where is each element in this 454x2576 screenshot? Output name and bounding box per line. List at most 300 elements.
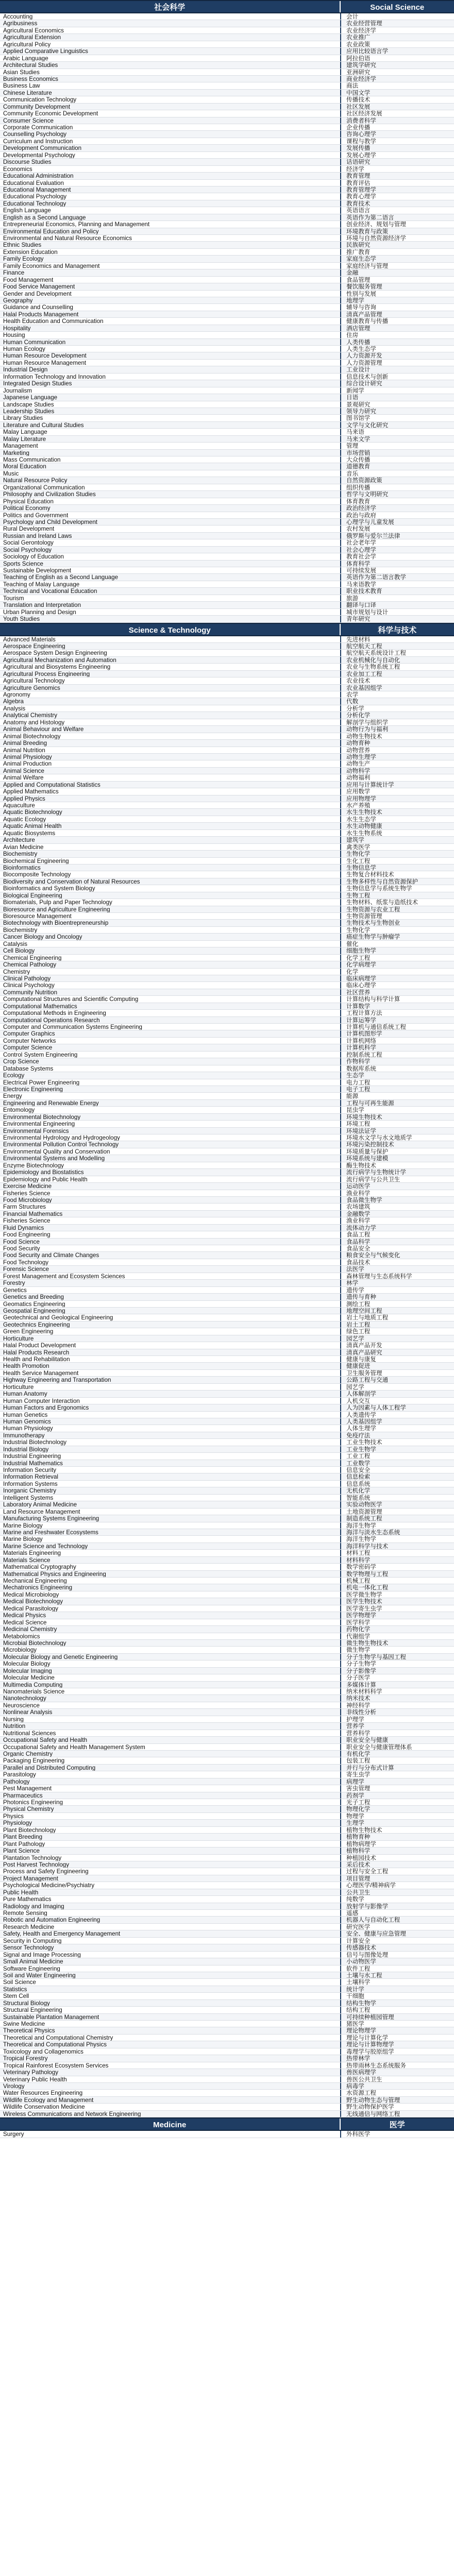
subject-name-en: Sports Science — [3, 560, 43, 567]
subject-name-en: Molecular Imaging — [3, 1667, 52, 1674]
subject-name-en: Computational Operations Research — [3, 1016, 100, 1023]
subject-name-en: Leadership Studies — [3, 408, 55, 415]
subject-name-zh: 工业工程 — [340, 1453, 454, 1459]
table-row — [0, 242, 454, 248]
subject-name-zh: 护理学 — [340, 1716, 454, 1722]
table-row — [0, 1889, 454, 1896]
subject-name-en: Research Medicine — [3, 1923, 55, 1930]
subject-name-zh: 兽医公共卫生 — [340, 2076, 454, 2082]
subject-name-en: Hospitality — [3, 325, 31, 332]
section-header-left: 社会科学 — [154, 3, 186, 12]
subject-name-en: Structural Biology — [3, 1999, 50, 2007]
table-row — [0, 671, 454, 677]
subject-name-zh: 工业生物学 — [340, 1446, 454, 1452]
subject-name-zh: 流行病学与生物统计学 — [340, 1169, 454, 1175]
table-row — [0, 436, 454, 443]
subject-name-zh: 职业安全与健康 — [340, 1737, 454, 1743]
subject-name-zh: 统计学 — [340, 1986, 454, 1992]
table-row — [0, 332, 454, 338]
table-row — [0, 1377, 454, 1383]
subject-name-zh: 计算机科学 — [340, 1044, 454, 1050]
subject-name-en: Applied Comparative Linguistics — [3, 48, 88, 55]
subject-name-zh: 微生物学 — [340, 1647, 454, 1653]
subject-name-en: Health and Rehabilitation — [3, 1356, 70, 1363]
subject-name-zh: 政治经济学 — [340, 505, 454, 511]
subject-name-en: Chemical Engineering — [3, 954, 62, 961]
table-row — [0, 34, 454, 41]
table-row — [0, 1605, 454, 1612]
table-row — [0, 996, 454, 1003]
table-row — [0, 865, 454, 871]
table-row — [0, 2104, 454, 2110]
section-0 — [0, 0, 454, 623]
subject-name-en: Malay Language — [3, 429, 47, 435]
subject-name-zh: 代谢组学 — [340, 1633, 454, 1639]
subject-name-en: Nonlinear Analysis — [3, 1709, 53, 1716]
subject-name-zh: 并行与分布式计算 — [340, 1765, 454, 1771]
section-header-left: Science & Technology — [128, 625, 211, 635]
table-row — [0, 1903, 454, 1910]
subject-name-en: Project Management — [3, 1875, 58, 1882]
subject-name-en: Food Engineering — [3, 1231, 51, 1238]
subject-name-en: Occupational Safety and Health — [3, 1737, 88, 1743]
table-row — [0, 96, 454, 103]
subject-name-zh: 农业基因组学 — [340, 685, 454, 691]
subject-name-zh: 组织传播 — [340, 484, 454, 490]
subject-name-zh: 旅游 — [340, 595, 454, 601]
subject-name-en: Halal Product Development — [3, 1342, 76, 1349]
subject-name-zh: 土壤科学 — [340, 1979, 454, 1985]
table-row — [0, 858, 454, 865]
table-row — [0, 581, 454, 588]
subject-name-zh: 野生动物生态与管理 — [340, 2097, 454, 2103]
subject-name-zh: 分子医学 — [340, 1674, 454, 1681]
subject-name-zh: 营养学 — [340, 1723, 454, 1729]
subject-name-en: Control System Engineering — [3, 1051, 78, 1058]
subject-name-en: Aquaculture — [3, 802, 35, 809]
subject-name-zh: 水生生态学 — [340, 816, 454, 822]
table-row — [0, 1834, 454, 1840]
subject-name-zh: 教育心理学 — [340, 193, 454, 199]
subject-name-zh: 土壤与水工程 — [340, 1972, 454, 1978]
table-row — [0, 1986, 454, 1993]
subject-name-en: Agriculture Genomics — [3, 684, 60, 691]
subject-name-en: Family Economics and Management — [3, 262, 100, 269]
subject-name-zh: 海洋生物学 — [340, 1536, 454, 1542]
subject-name-zh: 清真产品开发 — [340, 1342, 454, 1348]
table-row — [0, 491, 454, 498]
subject-name-zh: 生物资源与农业工程 — [340, 906, 454, 912]
subject-name-zh: 动物生产 — [340, 760, 454, 767]
subject-name-en: Fisheries Science — [3, 1190, 51, 1196]
subject-name-en: Environmental and Natural Resource Economics — [3, 235, 132, 242]
table-row — [0, 1065, 454, 1072]
table-row — [0, 1799, 454, 1806]
subject-name-zh: 动物育种 — [340, 740, 454, 746]
subject-name-zh: 教育管理学 — [340, 187, 454, 193]
subject-name-zh: 英语语言 — [340, 207, 454, 213]
subject-name-zh: 动物科学 — [340, 768, 454, 774]
table-row — [0, 1944, 454, 1951]
table-row — [0, 1896, 454, 1903]
subject-name-en: Human Genetics — [3, 1411, 48, 1418]
subject-name-en: Discourse Studies — [3, 159, 52, 165]
subject-name-zh: 制造系统工程 — [340, 1515, 454, 1521]
table-row — [0, 387, 454, 394]
subject-name-en: Industrial Mathematics — [3, 1460, 63, 1466]
subject-name-zh: 人类生态学 — [340, 346, 454, 352]
table-row — [0, 2021, 454, 2027]
subject-name-zh: 青年研究 — [340, 616, 454, 622]
subject-name-en: Biological Engineering — [3, 892, 62, 899]
subject-name-en: Human Communication — [3, 338, 66, 345]
subject-name-en: Sustainable Plantation Management — [3, 2013, 99, 2020]
subject-name-zh: 社区发展 — [340, 104, 454, 110]
subject-name-zh: 生物化学 — [340, 927, 454, 933]
subject-name-zh: 环境系统与建模 — [340, 1155, 454, 1161]
subject-name-en: Landscape Studies — [3, 401, 54, 408]
table-row — [0, 145, 454, 151]
section-rows — [0, 636, 454, 2118]
subject-name-en: Environmental Biotechnology — [3, 1113, 81, 1121]
table-row — [0, 1571, 454, 1578]
subject-name-zh: 人为因素与人体工程学 — [340, 1404, 454, 1411]
subject-name-zh: 有机化学 — [340, 1751, 454, 1757]
table-row — [0, 788, 454, 795]
table-row — [0, 1730, 454, 1737]
subject-name-en: Computer Graphics — [3, 1030, 55, 1037]
subject-name-zh: 纳米材料科学 — [340, 1688, 454, 1694]
table-row — [0, 1086, 454, 1093]
subject-name-zh: 农业经营管理 — [340, 20, 454, 26]
table-row — [0, 1536, 454, 1543]
subject-name-zh: 干细胞 — [340, 1993, 454, 1999]
subject-name-en: Remote Sensing — [3, 1910, 47, 1917]
table-row — [0, 1239, 454, 1245]
subject-name-zh: 职业技术教育 — [340, 588, 454, 594]
subject-name-zh: 采后技术 — [340, 1861, 454, 1868]
table-row — [0, 304, 454, 311]
table-row — [0, 48, 454, 55]
subject-name-en: Family Ecology — [3, 256, 44, 262]
subject-name-en: Mass Communication — [3, 456, 61, 463]
table-row — [0, 927, 454, 934]
subject-name-zh: 海洋与淡水生态系统 — [340, 1529, 454, 1535]
subject-name-en: Materials Engineering — [3, 1550, 61, 1556]
table-row — [0, 1328, 454, 1335]
table-row — [0, 526, 454, 532]
table-row — [0, 138, 454, 145]
subject-name-zh: 人类遗传学 — [340, 1412, 454, 1418]
subject-name-en: Security in Computing — [3, 1937, 62, 1944]
subject-name-en: Information Retrieval — [3, 1473, 58, 1480]
subject-name-zh: 水生生物技术 — [340, 809, 454, 815]
subject-name-zh: 教育管理 — [340, 173, 454, 179]
table-row — [0, 913, 454, 920]
table-row — [0, 498, 454, 505]
table-row — [0, 685, 454, 691]
subject-name-en: Cell Biology — [3, 947, 35, 954]
subject-name-en: Neuroscience — [3, 1702, 40, 1709]
subject-name-en: Ethnic Studies — [3, 242, 42, 248]
subject-name-zh: 农学 — [340, 691, 454, 698]
table-row — [0, 2027, 454, 2034]
table-row — [0, 1280, 454, 1286]
subject-name-zh: 岩土工程 — [340, 1321, 454, 1328]
subject-name-en: Agricultural Mechanization and Automation — [3, 656, 116, 664]
subject-name-en: Wildlife Ecology and Management — [3, 2096, 94, 2104]
subject-name-en: Animal Behaviour and Welfare — [3, 726, 84, 733]
subject-name-en: Plant Pathology — [3, 1840, 45, 1848]
table-row — [0, 719, 454, 726]
table-row — [0, 1591, 454, 1598]
table-row — [0, 1225, 454, 1231]
table-row — [0, 374, 454, 380]
table-row — [0, 2055, 454, 2062]
subject-name-en: Food Microbiology — [3, 1196, 52, 1204]
table-row — [0, 2048, 454, 2055]
subject-name-en: Communication Technology — [3, 96, 77, 103]
subject-name-zh: 金融 — [340, 269, 454, 276]
table-row — [0, 1612, 454, 1619]
subject-name-zh: 环境工程 — [340, 1121, 454, 1127]
subject-name-zh: 政治与政府 — [340, 512, 454, 518]
subject-name-en: Animal Physiology — [3, 753, 52, 760]
subject-name-en: Multimedia Computing — [3, 1681, 63, 1688]
table-row — [0, 1917, 454, 1923]
table-row — [0, 1640, 454, 1647]
table-row — [0, 269, 454, 276]
subject-name-zh: 酶生物技术 — [340, 1162, 454, 1168]
table-row — [0, 1356, 454, 1363]
subject-name-zh: 癌症生物学与肿瘤学 — [340, 934, 454, 940]
subject-name-zh: 物理学 — [340, 1813, 454, 1819]
table-row — [0, 277, 454, 283]
subject-name-en: Agronomy — [3, 691, 30, 698]
subject-name-zh: 健康促进 — [340, 1363, 454, 1369]
subject-name-zh: 马来文学 — [340, 436, 454, 442]
subject-name-en: Human Resource Management — [3, 359, 87, 366]
subject-name-en: Accounting — [3, 13, 33, 20]
subject-name-zh: 家庭经济与管理 — [340, 263, 454, 269]
subject-name-en: Bioinformatics — [3, 864, 41, 871]
subject-name-en: Social Gerontology — [3, 539, 54, 546]
subject-name-en: Tourism — [3, 595, 24, 602]
table-row — [0, 602, 454, 608]
subject-name-en: English Language — [3, 207, 51, 214]
subject-name-en: Industrial Biology — [3, 1446, 49, 1453]
section-rows — [0, 2131, 454, 2138]
subject-name-zh: 控制系统工程 — [340, 1052, 454, 1058]
table-row — [0, 1107, 454, 1113]
subject-name-en: Biomaterials, Pulp and Paper Technology — [3, 899, 112, 906]
table-row — [0, 1550, 454, 1556]
subject-name-zh: 医学寄生虫学 — [340, 1605, 454, 1612]
subject-name-en: Inorganic Chemistry — [3, 1487, 57, 1494]
subject-name-en: Biodiversity and Conservation of Natural Resources — [3, 878, 140, 885]
subject-name-en: Agricultural and Biosystems Engineering — [3, 664, 111, 670]
subject-name-en: Human Physiology — [3, 1425, 53, 1432]
subject-name-en: Translation and Interpretation — [3, 602, 81, 608]
subject-name-en: Biochemical Engineering — [3, 857, 69, 864]
subject-name-en: Halal Products Management — [3, 311, 79, 318]
subject-name-en: Clinical Psychology — [3, 982, 55, 989]
table-row — [0, 408, 454, 415]
table-row — [0, 1481, 454, 1487]
table-row — [0, 484, 454, 491]
subject-name-zh: 生物信息学与系统生物学 — [340, 885, 454, 891]
table-row — [0, 1301, 454, 1308]
subject-name-zh: 昆虫学 — [340, 1107, 454, 1113]
table-row — [0, 463, 454, 470]
subject-name-zh: 数据库系统 — [340, 1065, 454, 1072]
subject-name-en: Marketing — [3, 449, 29, 456]
subject-name-zh: 外科医学 — [340, 2131, 454, 2137]
table-row — [0, 851, 454, 857]
subject-name-zh: 生物资源管理 — [340, 913, 454, 919]
subject-name-zh: 热带雨林生态系统服务 — [340, 2062, 454, 2069]
subject-name-zh: 消费者科学 — [340, 117, 454, 124]
subject-name-en: Sociology of Education — [3, 553, 64, 560]
table-row — [0, 892, 454, 899]
subject-name-zh: 神经科学 — [340, 1702, 454, 1708]
subject-name-zh: 计算机与通信系统工程 — [340, 1024, 454, 1030]
subject-name-en: Horticulture — [3, 1335, 34, 1342]
subject-name-zh: 工程与可再生能源 — [340, 1100, 454, 1106]
table-row — [0, 1820, 454, 1826]
table-row — [0, 1052, 454, 1058]
subject-name-zh: 农业机械化与自动化 — [340, 657, 454, 663]
table-row — [0, 616, 454, 622]
table-row — [0, 1813, 454, 1820]
subject-name-zh: 综合设计研究 — [340, 380, 454, 386]
subject-name-zh: 性别与发展 — [340, 291, 454, 297]
table-row — [0, 934, 454, 940]
subject-name-en: Animal Production — [3, 760, 52, 767]
subject-name-en: Information Technology and Innovation — [3, 373, 106, 380]
subject-name-en: Human Ecology — [3, 346, 45, 352]
subject-name-en: Molecular Biology — [3, 1660, 51, 1667]
table-row — [0, 159, 454, 165]
subject-name-zh: 园艺学 — [340, 1384, 454, 1390]
table-row — [0, 1259, 454, 1266]
subject-name-en: Environmental Quality and Conservation — [3, 1148, 110, 1155]
subject-name-en: Epidemiology and Public Health — [3, 1176, 88, 1183]
subject-name-zh: 猪医学 — [340, 2021, 454, 2027]
subject-name-en: Small Animal Medicine — [3, 1958, 63, 1965]
subject-name-en: Integrated Design Studies — [3, 380, 72, 387]
subject-name-zh: 材料工程 — [340, 1550, 454, 1556]
subject-name-en: Food Service Management — [3, 283, 75, 290]
subject-name-zh: 传播技术 — [340, 96, 454, 103]
subject-name-en: Theoretical and Computational Physics — [3, 2041, 107, 2048]
subject-name-zh: 计算数学 — [340, 1003, 454, 1009]
table-row — [0, 795, 454, 802]
table-row — [0, 235, 454, 242]
subject-name-zh: 无线通信与网络工程 — [340, 2111, 454, 2117]
section-header-right: 科学与技术 — [340, 624, 454, 635]
table-row — [0, 318, 454, 325]
subject-name-zh: 生物复合材料技术 — [340, 871, 454, 877]
subject-name-zh: 食品管理 — [340, 277, 454, 283]
subject-name-en: Industrial Biotechnology — [3, 1439, 67, 1446]
subject-name-zh: 公共卫生 — [340, 1889, 454, 1895]
subject-name-zh: 毒理学与胶原组学 — [340, 2048, 454, 2055]
subject-name-zh: 农业技术 — [340, 677, 454, 684]
subject-name-zh: 运动医学 — [340, 1183, 454, 1189]
section-header-right: 医学 — [340, 2119, 454, 2130]
subject-name-zh: 生物材料、纸浆与造纸技术 — [340, 899, 454, 905]
subject-name-en: Chemical Pathology — [3, 961, 57, 968]
table-row — [0, 1515, 454, 1522]
table-row — [0, 595, 454, 602]
table-row — [0, 1509, 454, 1515]
subject-name-en: Applied and Computational Statistics — [3, 781, 100, 788]
subject-name-en: Analysis — [3, 705, 26, 712]
table-row — [0, 450, 454, 456]
table-row — [0, 1868, 454, 1875]
subject-name-en: Guidance and Counselling — [3, 304, 74, 311]
table-row — [0, 346, 454, 352]
table-row — [0, 214, 454, 221]
subject-name-zh: 电力工程 — [340, 1079, 454, 1086]
table-row — [0, 180, 454, 187]
subject-name-en: Curriculum and Instruction — [3, 138, 73, 145]
table-row — [0, 1584, 454, 1591]
subject-name-en: Geospatial Engineering — [3, 1307, 65, 1314]
table-row — [0, 1197, 454, 1204]
table-row — [0, 1578, 454, 1584]
subject-name-en: Pharmaceutics — [3, 1792, 43, 1799]
subject-name-zh: 物理化学 — [340, 1806, 454, 1812]
subject-name-zh: 英语作为第二语言 — [340, 214, 454, 221]
subject-name-zh: 流体动力学 — [340, 1225, 454, 1231]
subject-name-zh: 催化 — [340, 941, 454, 947]
table-row — [0, 1882, 454, 1889]
table-row — [0, 1938, 454, 1944]
table-row — [0, 2097, 454, 2104]
table-row — [0, 2000, 454, 2007]
subject-name-zh: 多媒体计算 — [340, 1682, 454, 1688]
subject-name-zh: 水生动物健康 — [340, 823, 454, 829]
table-row — [0, 1972, 454, 1979]
subject-name-zh: 住房 — [340, 332, 454, 338]
table-row — [0, 1654, 454, 1660]
subject-name-en: Tropical Rainforest Ecosystem Services — [3, 2062, 109, 2069]
subject-name-en: Nursing — [3, 1716, 24, 1723]
subject-name-zh: 热带林学 — [340, 2055, 454, 2061]
subject-name-en: Plant Biotechnology — [3, 1826, 56, 1834]
subject-name-en: Plant Breeding — [3, 1834, 43, 1840]
table-row — [0, 816, 454, 823]
subject-name-zh: 企业传播 — [340, 124, 454, 130]
table-row — [0, 283, 454, 290]
table-row — [0, 401, 454, 408]
subject-name-en: Bioresource Management — [3, 913, 72, 920]
subject-name-zh: 卫生服务管理 — [340, 1370, 454, 1376]
subject-name-zh: 图书馆学 — [340, 415, 454, 421]
subject-name-en: Social Psychology — [3, 546, 52, 553]
subject-name-en: Corporate Communication — [3, 124, 73, 131]
subject-name-en: Business Economics — [3, 75, 58, 82]
subject-name-en: Marine Science and Technology — [3, 1543, 88, 1550]
subject-name-zh: 理论与计算化学 — [340, 2035, 454, 2041]
table-row — [0, 553, 454, 560]
table-row — [0, 574, 454, 581]
subject-name-en: Computational Methods in Engineering — [3, 1010, 106, 1016]
subject-name-en: Entomology — [3, 1107, 35, 1113]
table-row — [0, 1418, 454, 1425]
